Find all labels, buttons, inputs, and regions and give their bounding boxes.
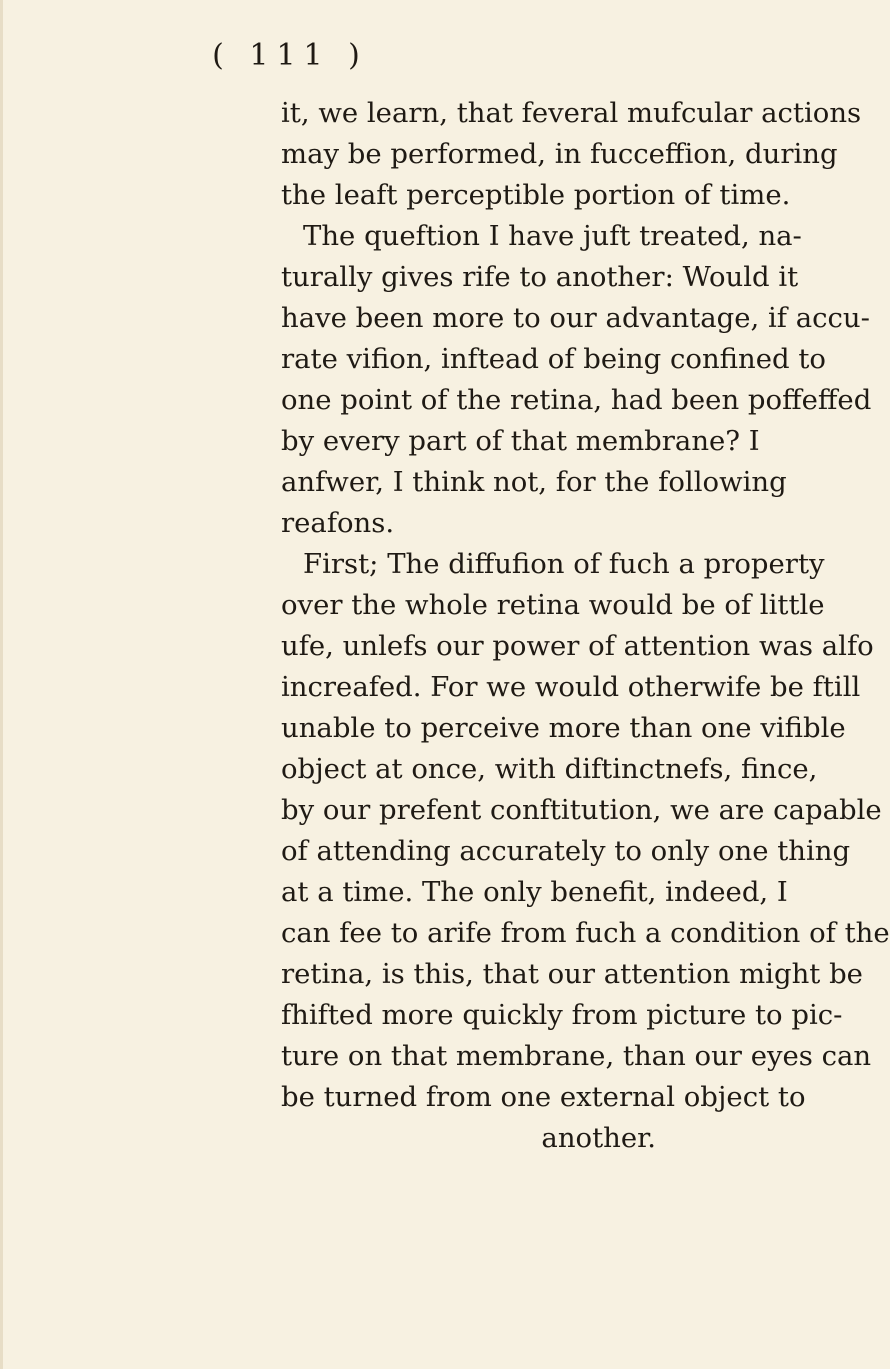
text-line: another. (541, 1122, 656, 1154)
text-line: object at once, with diftinctnefs, fince, (281, 753, 818, 785)
text-line: The queftion I have juft treated, na- (303, 220, 802, 252)
text-line: anfwer, I think not, for the following (281, 466, 787, 498)
text-line: one point of the retina, had been poffeffed (281, 384, 872, 416)
text-line: have been more to our advantage, if accu- (281, 302, 870, 334)
text-line: ufe, unlefs our power of attention was alfo (281, 630, 874, 662)
text-line: may be performed, in fucceffion, during (281, 138, 838, 170)
text-line: it, we learn, that feveral mufcular actions (281, 97, 862, 129)
text-line: rate vifion, inftead of being confined to (281, 343, 826, 375)
text-line: at a time. The only benefit, indeed, I (281, 876, 788, 908)
text-line: fhifted more quickly from picture to pic- (281, 999, 843, 1031)
text-line: can fee to arife from fuch a condition of the (281, 917, 890, 949)
page-number: ( 111 ) (212, 38, 368, 73)
text-line: of attending accurately to only one thing (281, 835, 851, 867)
body-text (281, 93, 890, 1159)
text-line: over the whole retina would be of little (281, 589, 825, 621)
text-line: by our prefent conftitution, we are capable (281, 794, 882, 826)
text-line: be turned from one external object to (281, 1081, 806, 1113)
text-line: the leaft perceptible portion of time. (281, 179, 791, 211)
text-line: increafed. For we would otherwife be ftill (281, 671, 861, 703)
page-edge (0, 0, 3, 1369)
text-line: by every part of that membrane? I (281, 425, 760, 457)
text-line: First; The diffufion of fuch a property (303, 548, 825, 580)
text-line: retina, is this, that our attention might be (281, 958, 863, 990)
text-line: reafons. (281, 507, 395, 539)
text-line: turally gives rife to another: Would it (281, 261, 799, 293)
text-line: ture on that membrane, than our eyes can (281, 1040, 872, 1072)
text-line: unable to perceive more than one vifible (281, 712, 846, 744)
